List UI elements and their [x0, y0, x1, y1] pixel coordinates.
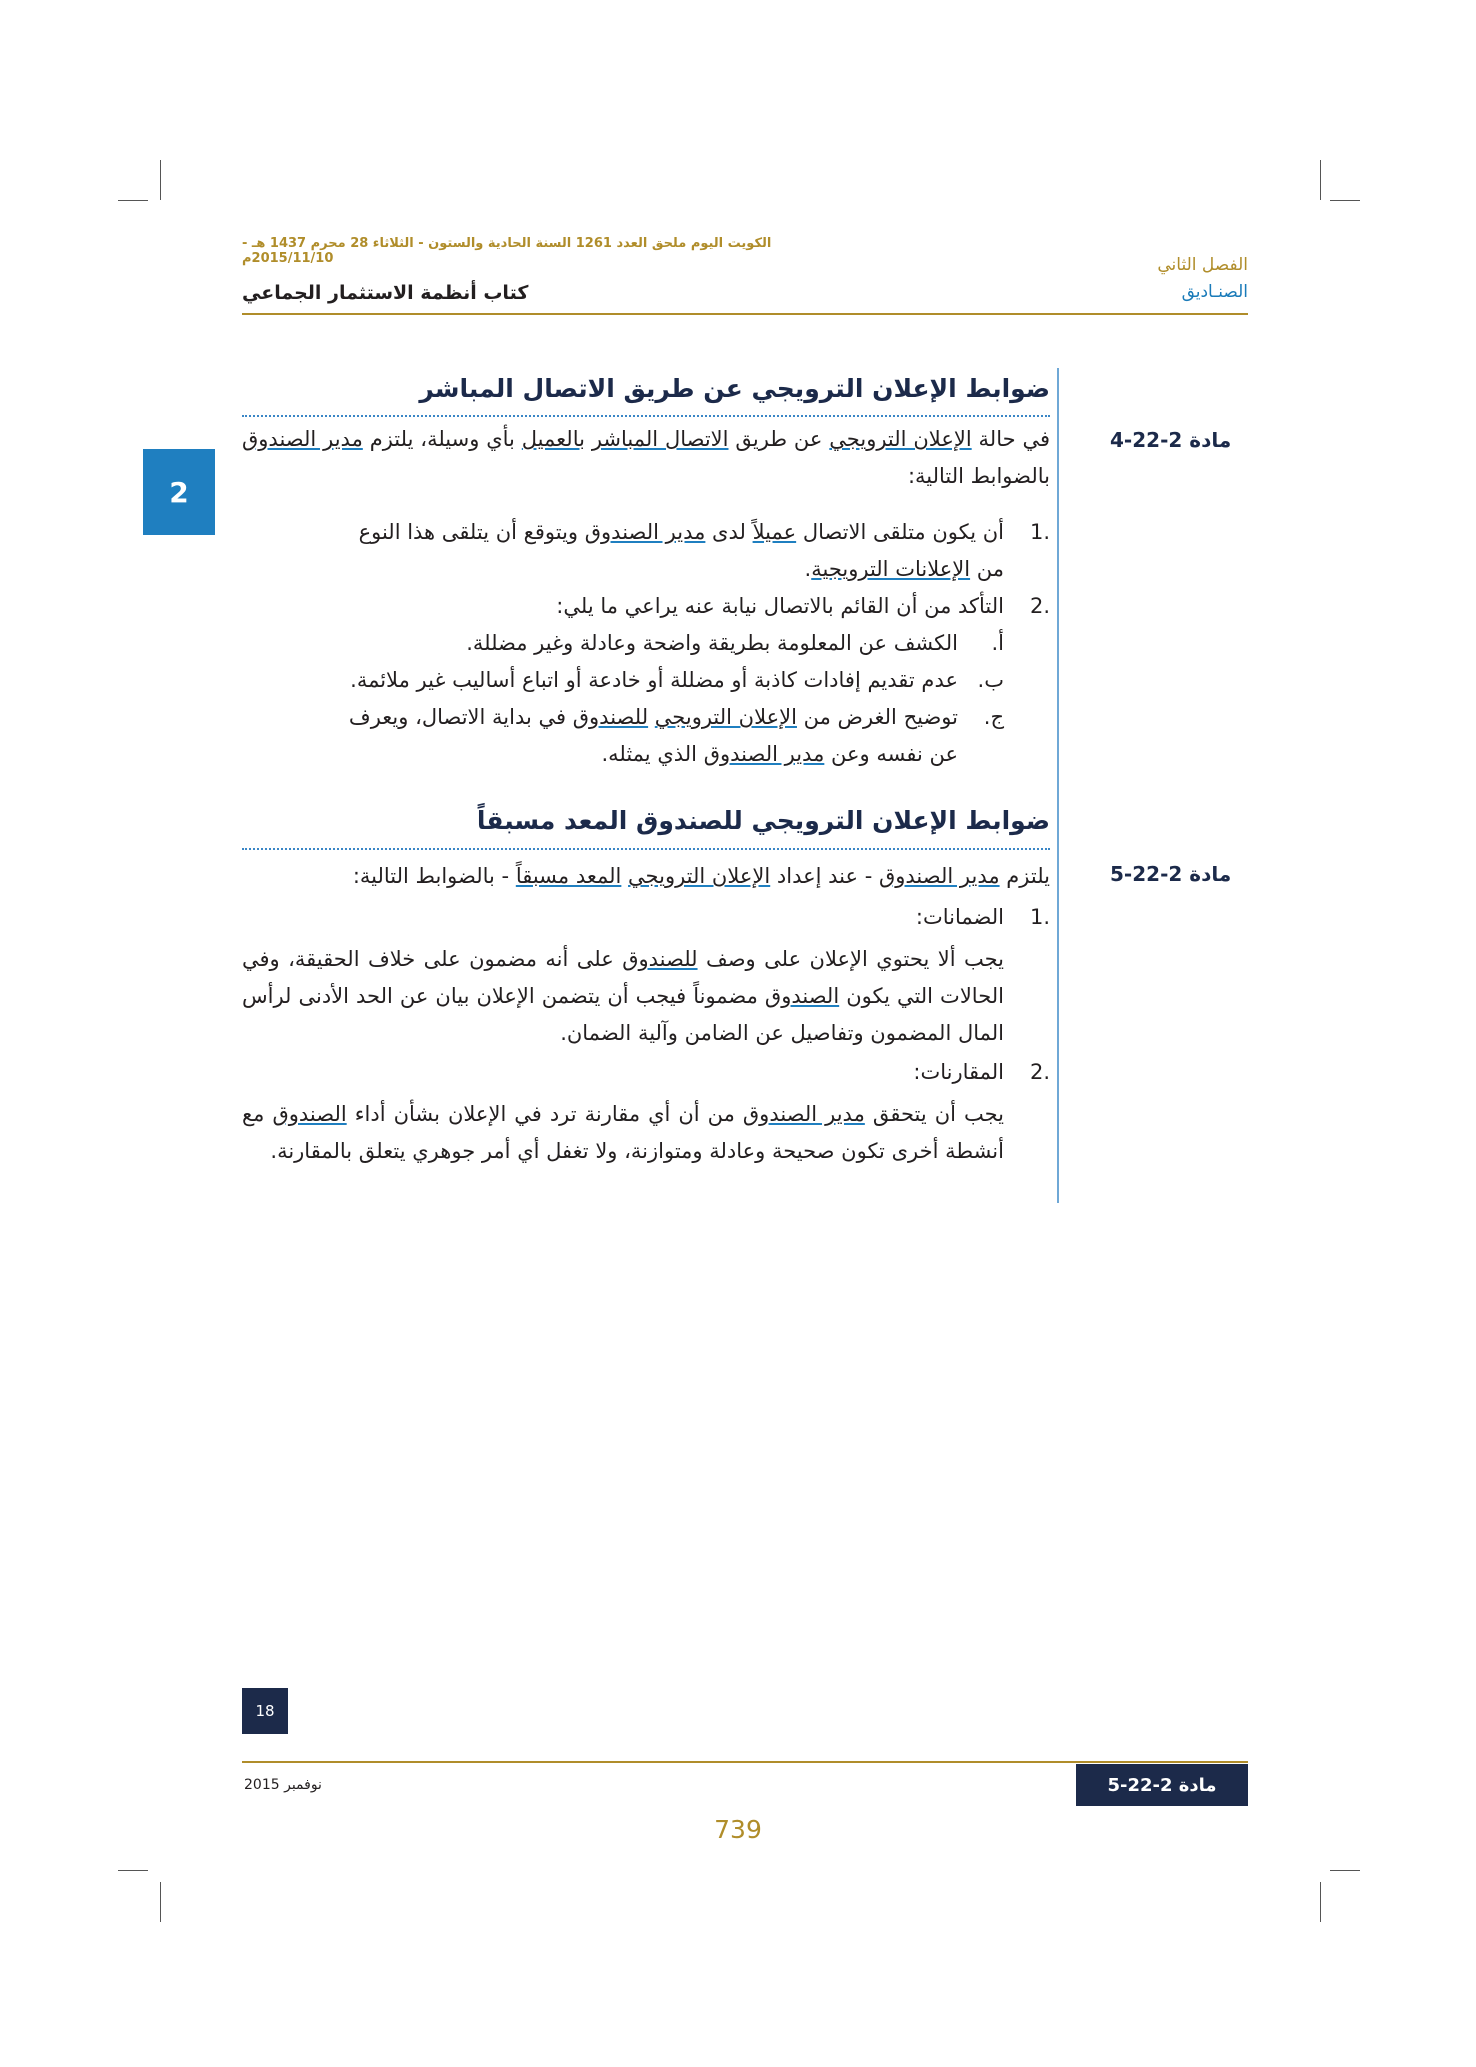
dotted-rule [242, 848, 1050, 850]
item-letter: ج. [983, 705, 1004, 729]
term: مدير الصندوق [242, 427, 363, 451]
term: مدير الصندوق [703, 742, 825, 766]
text: ويتوقع أن يتلقى هذا النوع [358, 520, 585, 544]
text: من أن أي مقارنة ترد في الإعلان بشأن أداء [346, 1102, 743, 1126]
text [648, 705, 655, 729]
sub-item [349, 699, 1004, 736]
sub-item [350, 662, 1004, 699]
text: عن طريق [728, 427, 830, 451]
term: الإعلان الترويجي [654, 705, 797, 729]
term: الإعلانات الترويجية [811, 557, 971, 581]
paragraph [242, 1096, 1004, 1170]
text: في حالة [971, 427, 1050, 451]
article-badge: مادة 2-22-5 [1076, 1764, 1248, 1806]
text: الضمانات: [915, 905, 1004, 929]
list-item [916, 899, 1050, 936]
book-title: كتاب أنظمة الاستثمار الجماعي [242, 282, 529, 304]
text: الذي يمثله. [601, 742, 704, 766]
item-number: .1 [1029, 520, 1050, 544]
term: مدير الصندوق [878, 864, 1000, 888]
text: بالضوابط التالية: [907, 464, 1050, 488]
crop-mark [1320, 1882, 1321, 1922]
term: للصندوق [572, 705, 649, 729]
text: من [970, 557, 1004, 581]
item-number: .1 [1029, 905, 1050, 929]
term: بالعميل [521, 427, 585, 451]
sub-item-continued [601, 736, 958, 773]
item-letter: ب. [977, 668, 1004, 692]
text: - عند إعداد [770, 864, 879, 888]
footer-rule [242, 1761, 1248, 1763]
article-number: مادة 2-22-5 [1110, 862, 1232, 886]
crop-mark [160, 1882, 161, 1922]
funds-label: الصنـاديق [1181, 282, 1248, 302]
text: في بداية الاتصال، ويعرف [348, 705, 573, 729]
paragraph [242, 421, 1050, 495]
text: الكشف عن المعلومة بطريقة واضحة وعادلة وغير مضللة. [466, 631, 958, 655]
term: عميلاً [752, 520, 797, 544]
text: أن يكون متلقى الاتصال [796, 520, 1004, 544]
page-box: 18 [242, 1688, 288, 1734]
header-rule [242, 313, 1248, 315]
list-item [359, 514, 1050, 551]
chapter-tab: 2 [143, 449, 215, 535]
text: على أنه مضمون على خلاف الحقيقة، وفي الحالات التي يكون [242, 947, 1004, 1008]
section-title: ضوابط الإعلان الترويجي للصندوق المعد مسبقاً [476, 806, 1050, 835]
crop-mark [1330, 200, 1360, 201]
chapter-label: الفصل الثاني [1157, 255, 1248, 275]
issue-line: الكويت اليوم ملحق العدد 1261 السنة الحادية والستون - الثلاثاء 28 محرم 1437 هـ - 2015/11/10م [242, 236, 772, 266]
sub-item [466, 625, 1004, 662]
term: الإعلان الترويجي [628, 864, 771, 888]
term: للصندوق [622, 947, 698, 971]
term: الصندوق [272, 1102, 347, 1126]
term: مدير الصندوق [742, 1102, 865, 1126]
text: يجب ألا يحتوي الإعلان على وصف [697, 947, 1004, 971]
footer-date: نوفمبر 2015 [244, 1777, 322, 1793]
text: يجب أن يتحقق [864, 1102, 1004, 1126]
text: بأي وسيلة، يلتزم [362, 427, 522, 451]
paragraph [242, 941, 1004, 1052]
crop-mark [1330, 1870, 1360, 1871]
item-letter: أ. [991, 631, 1004, 655]
dotted-rule [242, 415, 1050, 417]
crop-mark [118, 200, 148, 201]
text: . [804, 557, 812, 581]
text: مضموناً فيجب أن يتضمن الإعلان بيان عن الحد الأدنى لرأس المال المضمون وتفاصيل عن الضامن وآلية الضمان. [242, 984, 1004, 1045]
list-item [556, 588, 1050, 625]
term: الصندوق [764, 984, 840, 1008]
text: لدى [705, 520, 753, 544]
item-number: .2 [1029, 1060, 1050, 1084]
text: - بالضوابط التالية: [352, 864, 516, 888]
list-item [913, 1054, 1050, 1091]
item-number: .2 [1029, 594, 1050, 618]
crop-mark [118, 1870, 148, 1871]
crop-mark [1320, 160, 1321, 200]
term: المعد مسبقاً [515, 864, 622, 888]
term: الاتصال المباشر [591, 427, 729, 451]
term: الإعلان الترويجي [829, 427, 972, 451]
crop-mark [160, 160, 161, 200]
paragraph [353, 858, 1050, 895]
term: مدير الصندوق [584, 520, 706, 544]
text: التأكد من أن القائم بالاتصال نيابة عنه يراعي ما يلي: [556, 594, 1004, 618]
content-divider [1057, 368, 1059, 1203]
text: المقارنات: [913, 1060, 1004, 1084]
section-title: ضوابط الإعلان الترويجي عن طريق الاتصال المباشر [419, 374, 1050, 403]
text: مع أنشطة أخرى تكون صحيحة وعادلة ومتوازنة، ولا تغفل أي أمر جوهري يتعلق بالمقارنة. [242, 1102, 1004, 1163]
text: عدم تقديم إفادات كاذبة أو مضللة أو خادعة أو اتباع أساليب غير ملائمة. [350, 668, 958, 692]
article-number: مادة 2-22-4 [1110, 428, 1232, 452]
text: توضيح الغرض من [796, 705, 958, 729]
page-number: 739 [714, 1815, 762, 1844]
text: عن نفسه وعن [824, 742, 958, 766]
list-item-continued [805, 551, 1004, 588]
text [585, 427, 592, 451]
text: يلتزم [999, 864, 1050, 888]
